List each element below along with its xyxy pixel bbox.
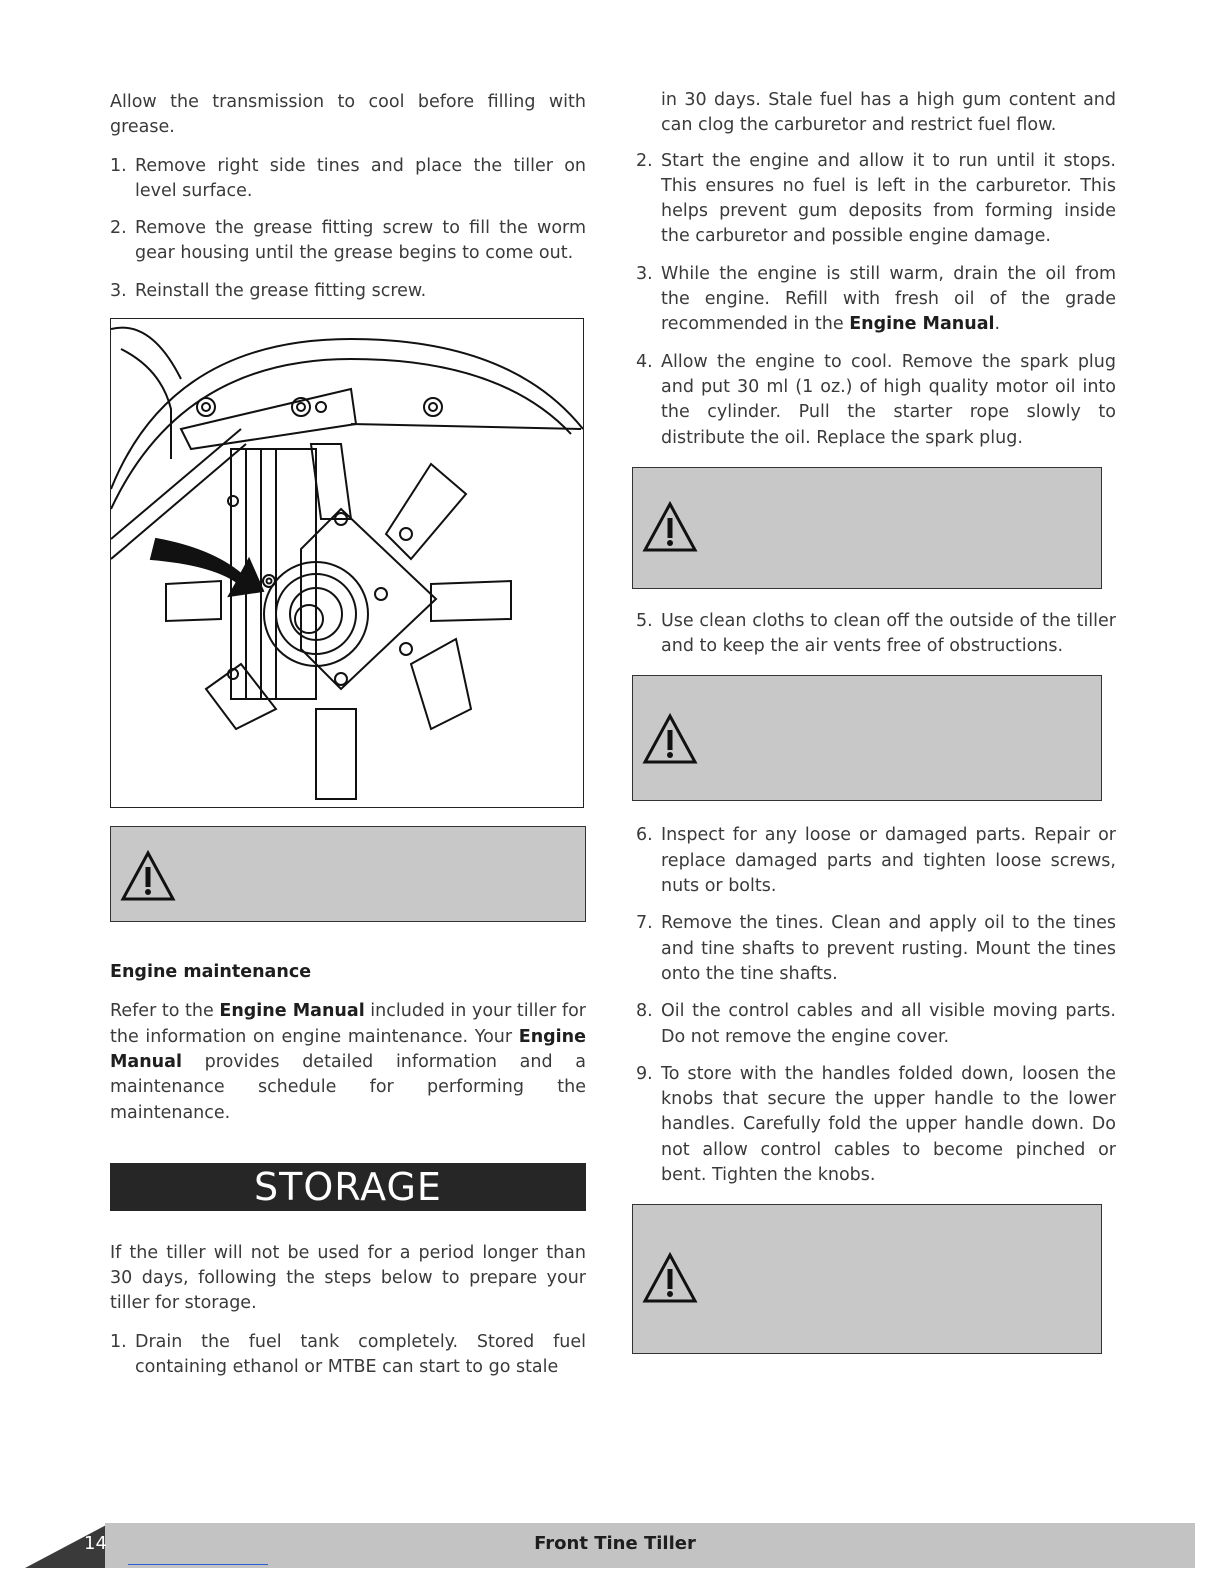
storage-steps [110,1330,586,1381]
tiller-drawing [111,319,583,807]
list-item: 7. Remove the tines. Clean and apply oil to the tines and tine shafts to prevent rusting. Mount the tines onto the tine shafts. [636,913,1116,984]
storage-steps-5 [636,609,1116,660]
intro-paragraph: Allow the transmission to cool before filling with grease. [110,92,586,138]
tiller-transmission-illustration [110,318,584,808]
list-item: 6. Inspect for any loose or damaged parts. Repair or replace damaged parts and tighten loose screws, nuts or bolts. [636,825,1116,897]
storage-steps-continued [636,88,1116,451]
page-number: 14 [84,1533,107,1554]
warning-box [110,826,586,922]
list-item: 5. Use clean cloths to clean off the outside of the tiller and to keep the air vents free of obstructions. [636,610,1116,657]
list-item: 9. To store with the handles folded down, loosen the knobs that secure the upper handle to the lower handles. Carefully fold the upper handle down. Do not allow control cables to become pinched or bent. Tighten the knobs. [636,1063,1116,1186]
warning-box [632,675,1102,801]
list-item: in 30 days. Stale fuel has a high gum content and can clog the carburetor and restrict fuel flow. [661,90,1116,136]
warning-icon [641,712,699,766]
storage-section-title: STORAGE [110,1163,586,1211]
list-item: 3. Reinstall the grease fitting screw. [110,280,427,301]
list-item: 1. Remove right side tines and place the tiller on level surface. [110,155,586,201]
engine-maintenance-heading: Engine maintenance [110,962,312,983]
footer-title: Front Tine Tiller [534,1533,696,1554]
warning-icon [641,500,699,554]
warning-box [632,1204,1102,1354]
list-item: 2. Remove the grease fitting screw to fill the worm gear housing until the grease begins to come out. [110,218,586,264]
list-item: 2. Start the engine and allow it to run until it stops. This ensures no fuel is left in the carburetor. This helps prevent gum deposits from forming inside the carburetor and possible engine damage. [636,150,1116,247]
warning-box [632,467,1102,589]
engine-maintenance-paragraph: Refer to the Engine Manual included in your tiller for the information on engine maintenance. Your Engine Manual provides detailed information and a maintenance schedule for performing the maintenance. [110,1001,586,1123]
list-item: 8. Oil the control cables and all visible moving parts. Do not remove the engine cover. [636,1001,1116,1047]
list-item: 3. While the engine is still warm, drain the oil from the engine. Refill with fresh oil of the grade recommended in the Engine Manual. [636,263,1116,335]
left-column [110,90,586,1392]
list-item: 1. Drain the fuel tank completely. Stored fuel containing ethanol or MTBE can start to go stale [110,1331,586,1378]
warning-icon [119,849,177,903]
grease-steps [110,154,586,304]
warning-icon [641,1251,699,1305]
right-column [636,88,1116,1354]
footer-link-underline [128,1564,268,1565]
storage-intro-paragraph: If the tiller will not be used for a period longer than 30 days, following the steps below to prepare your tiller for storage. [110,1242,586,1314]
list-item: 4. Allow the engine to cool. Remove the spark plug and put 30 ml (1 oz.) of high quality motor oil into the cylinder. Pull the starter rope slowly to distribute the oil. Replace the spark plug. [636,351,1116,448]
storage-steps-6-9 [636,823,1116,1188]
page-footer [0,1523,1225,1585]
